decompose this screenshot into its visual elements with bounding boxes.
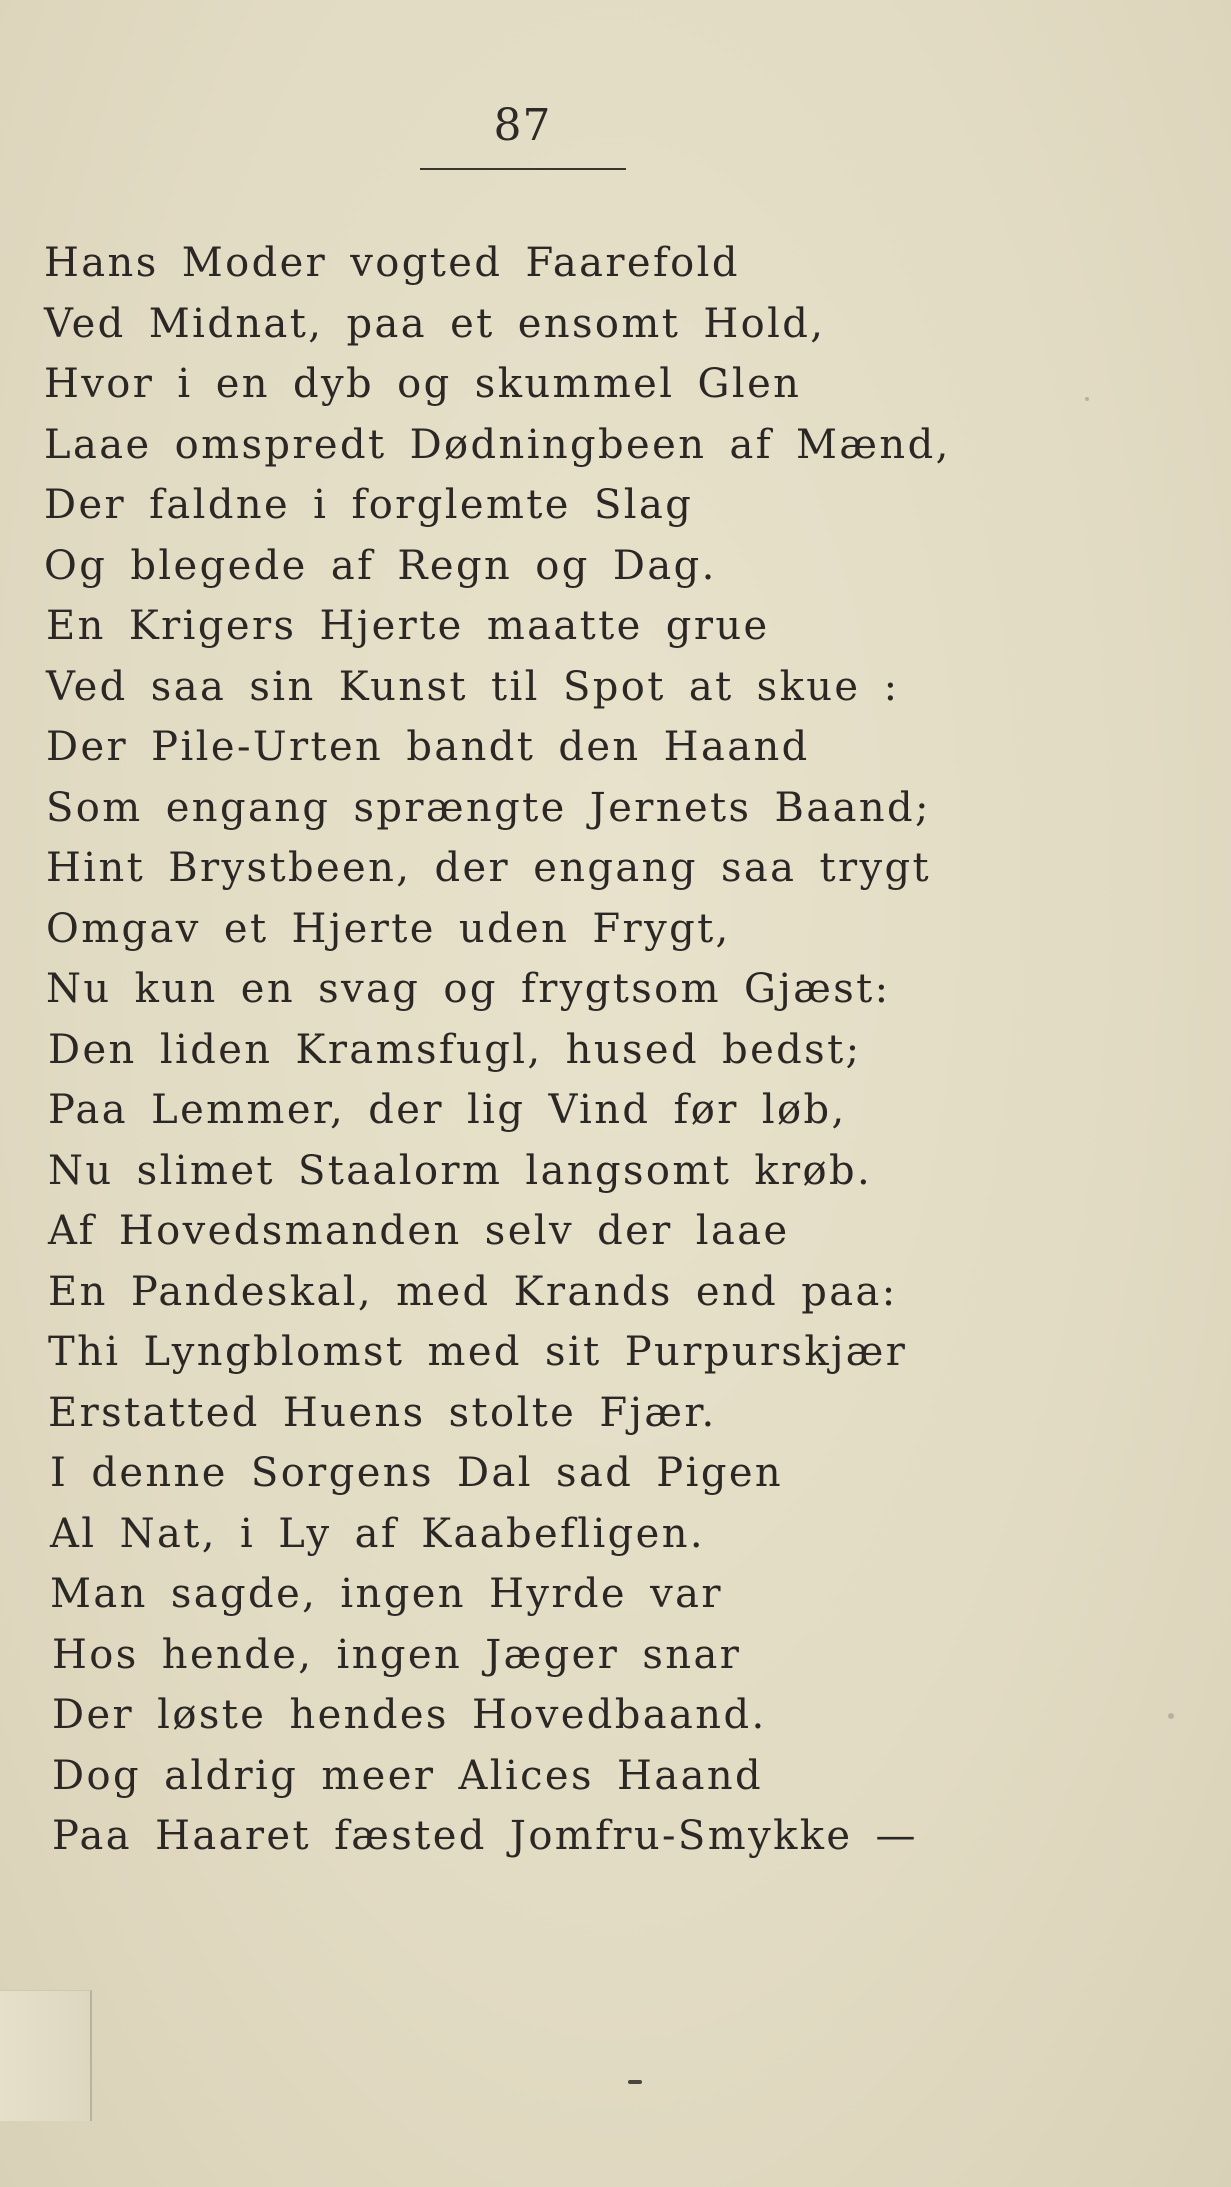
poem-line: Paa Haaret fæsted Jomfru-Smykke — <box>52 1813 918 1859</box>
poem-line: Der Pile-Urten bandt den Haand <box>46 724 810 770</box>
poem-line: Hvor i en dyb og skummel Glen <box>44 361 802 407</box>
poem-line: Hos hende, ingen Jæger snar <box>52 1631 742 1678</box>
poem-line: Dog aldrig meer Alices Haand <box>52 1752 763 1799</box>
poem-stanza <box>44 233 951 1867</box>
paper-speck <box>1085 397 1089 401</box>
poem-line: Thi Lyngblomst med sit Purpurskjær <box>48 1329 908 1375</box>
poem-line: Og blegede af Regn og Dag. <box>44 542 717 589</box>
poem-line: Af Hovedsmanden selv der laae <box>48 1208 790 1254</box>
poem-line: Ved Midnat, paa et ensomt Hold, <box>44 300 826 347</box>
poem-line: Erstatted Huens stolte Fjær. <box>48 1389 717 1436</box>
poem-line: Der faldne i forglemte Slag <box>44 482 694 528</box>
header-rule <box>420 168 626 170</box>
poem-line: En Krigers Hjerte maatte grue <box>46 603 770 649</box>
poem-line: En Pandeskal, med Krands end paa: <box>48 1268 898 1315</box>
poem-line: Al Nat, i Ly af Kaabefligen. <box>50 1510 705 1557</box>
poem-line: Man sagde, ingen Hyrde var <box>50 1571 723 1617</box>
poem-line: Paa Lemmer, der lig Vind før løb, <box>48 1087 847 1133</box>
poem-line: Den liden Kramsfugl, hused bedst; <box>48 1026 862 1073</box>
poem-line: Nu kun en svag og frygtsom Gjæst: <box>46 966 891 1012</box>
poem-line: Ved saa sin Kunst til Spot at skue : <box>46 663 900 710</box>
poem-line: Nu slimet Staalorm langsomt krøb. <box>48 1147 873 1194</box>
poem-line: Laae omspredt Dødningbeen af Mænd, <box>44 421 951 468</box>
poem-line: Hint Brystbeen, der engang saa trygt <box>46 845 931 891</box>
poem-line: Omgav et Hjerte uden Frygt, <box>46 905 731 952</box>
paper-speck <box>628 2080 642 2084</box>
poem-line: Som engang sprængte Jernets Baand; <box>46 784 931 831</box>
page-number: 87 <box>493 100 552 151</box>
binding-shadow <box>0 1990 92 2121</box>
paper-speck <box>1168 1713 1174 1719</box>
poem-line: I denne Sorgens Dal sad Pigen <box>50 1450 784 1496</box>
poem-line: Hans Moder vogted Faarefold <box>44 240 740 286</box>
poem-line: Der løste hendes Hovedbaand. <box>52 1692 767 1738</box>
